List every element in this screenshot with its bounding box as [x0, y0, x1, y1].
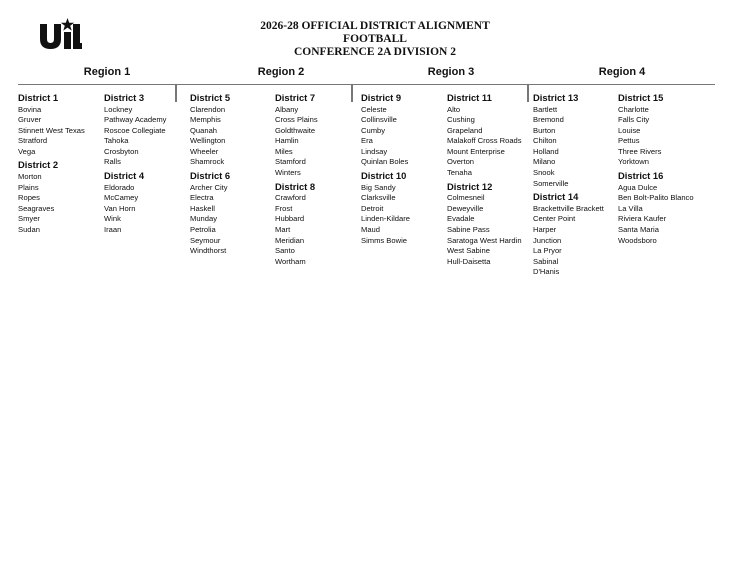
- school-name: Wortham: [275, 256, 306, 266]
- school-name: Quanah: [190, 125, 218, 135]
- school-name: Tenaha: [447, 168, 472, 178]
- school-name: Chilton: [533, 136, 557, 146]
- school-name: Era: [361, 136, 373, 146]
- school-name: Riviera Kaufer: [618, 214, 667, 224]
- region-divider: [351, 84, 353, 102]
- school-name: Winters: [275, 168, 301, 178]
- title-line-2: FOOTBALL: [343, 33, 407, 45]
- school-name: Bovina: [18, 104, 42, 114]
- school-name: Sabine Pass: [447, 224, 490, 234]
- school-name: Sudan: [18, 224, 40, 234]
- school-name: Tahoka: [104, 136, 129, 146]
- school-name: Agua Dulce: [618, 182, 658, 192]
- school-name: Simms Bowie: [361, 235, 407, 245]
- school-name: Three Rivers: [618, 146, 662, 156]
- school-name: Crosbyton: [104, 146, 139, 156]
- school-name: Maud: [361, 224, 380, 234]
- school-name: Saratoga West Hardin: [447, 235, 522, 245]
- school-name: Seymour: [190, 235, 221, 245]
- school-name: Frost: [275, 203, 293, 213]
- school-name: Haskell: [190, 203, 215, 213]
- school-name: Memphis: [190, 115, 221, 125]
- school-name: Ben Bolt-Palito Blanco: [618, 193, 694, 203]
- title-line-1: 2026-28 OFFICIAL DISTRICT ALIGNMENT: [260, 20, 490, 32]
- school-name: Cumby: [361, 125, 386, 135]
- school-name: Milano: [533, 157, 556, 167]
- column-1: [18, 90, 85, 236]
- region-3-header: Region 3: [427, 66, 475, 78]
- column-6: [447, 90, 522, 267]
- district-heading: District 12: [447, 180, 493, 192]
- school-name: Ralls: [104, 157, 121, 167]
- title-line-3: CONFERENCE 2A DIVISION 2: [294, 46, 456, 58]
- column-3: [190, 90, 230, 257]
- school-name: Celeste: [361, 104, 387, 114]
- column-7: [533, 90, 604, 278]
- school-name: Munday: [190, 214, 218, 224]
- school-name: Stinnett West Texas: [18, 125, 85, 135]
- district-heading: District 14: [533, 191, 579, 203]
- school-name: Grapeland: [447, 125, 483, 135]
- school-name: Quinlan Boles: [361, 157, 409, 167]
- school-name: Center Point: [533, 214, 576, 224]
- school-name: Louise: [618, 125, 641, 135]
- school-name: Eldorado: [104, 182, 135, 192]
- school-name: Crawford: [275, 193, 306, 203]
- district-heading: District 15: [618, 92, 664, 103]
- school-name: Lockney: [104, 104, 133, 114]
- school-name: Hamlin: [275, 136, 299, 146]
- school-name: Ropes: [18, 193, 40, 203]
- school-name: Lindsay: [361, 146, 388, 156]
- school-name: Smyer: [18, 214, 40, 224]
- region-headers: [20, 66, 716, 80]
- district-heading: District 6: [190, 170, 231, 182]
- school-name: Mart: [275, 224, 291, 234]
- school-name: Harper: [533, 224, 557, 234]
- district-heading: District 5: [190, 92, 231, 103]
- school-name: Roscoe Collegiate: [104, 125, 166, 135]
- school-name: Falls City: [618, 115, 650, 125]
- school-name: Yorktown: [618, 157, 649, 167]
- school-name: West Sabine: [447, 246, 490, 256]
- school-name: Iraan: [104, 224, 122, 234]
- school-name: Bartlett: [533, 104, 558, 114]
- school-name: Miles: [275, 146, 293, 156]
- district-heading: District 8: [275, 180, 316, 192]
- school-name: Wellington: [190, 136, 226, 146]
- school-name: Hull-Daisetta: [447, 256, 491, 266]
- school-name: Woodsboro: [618, 235, 657, 245]
- school-name: Vega: [18, 146, 36, 156]
- school-name: Burton: [533, 125, 556, 135]
- school-name: Stamford: [275, 157, 306, 167]
- school-name: Snook: [533, 168, 555, 178]
- school-name: Santo: [275, 246, 295, 256]
- school-name: Pettus: [618, 136, 640, 146]
- school-name: Meridian: [275, 235, 305, 245]
- school-name: Somerville: [533, 178, 569, 188]
- school-name: La Pryor: [533, 246, 562, 256]
- school-name: Archer City: [190, 182, 228, 192]
- region-2-header: Region 2: [257, 66, 305, 78]
- school-name: D'Hanis: [533, 267, 560, 277]
- region-divider: [175, 84, 177, 102]
- school-name: Bremond: [533, 115, 564, 125]
- school-name: Wheeler: [190, 146, 219, 156]
- school-name: Deweyville: [447, 203, 484, 213]
- school-name: Morton: [18, 171, 42, 181]
- school-name: Clarendon: [190, 104, 226, 114]
- school-name: Albany: [275, 104, 299, 114]
- school-name: Detroit: [361, 203, 384, 213]
- school-name: McCamey: [104, 193, 139, 203]
- district-heading: District 10: [361, 170, 407, 182]
- school-name: Van Horn: [104, 203, 136, 213]
- district-heading: District 3: [104, 92, 145, 103]
- school-name: Colmesneil: [447, 193, 485, 203]
- school-name: Alto: [447, 104, 461, 114]
- column-4: [275, 90, 318, 267]
- school-name: Mount Enterprise: [447, 146, 505, 156]
- school-name: Wink: [104, 214, 121, 224]
- school-name: Big Sandy: [361, 182, 396, 192]
- district-heading: District 7: [275, 92, 316, 103]
- district-heading: District 11: [447, 92, 492, 103]
- school-name: Electra: [190, 193, 214, 203]
- school-name: Plains: [18, 182, 39, 192]
- school-name: Goldthwaite: [275, 125, 316, 135]
- school-name: Holland: [533, 146, 559, 156]
- school-name: Malakoff Cross Roads: [447, 136, 522, 146]
- district-heading: District 2: [18, 159, 59, 171]
- school-name: La Villa: [618, 203, 643, 213]
- school-name: Gruver: [18, 115, 42, 125]
- region-1-header: Region 1: [83, 66, 131, 78]
- column-8: [618, 90, 694, 246]
- school-name: Seagraves: [18, 203, 55, 213]
- school-name: Sabinal: [533, 256, 559, 266]
- header-divider: [18, 84, 715, 85]
- school-name: Stratford: [18, 136, 48, 146]
- district-heading: District 9: [361, 92, 402, 103]
- school-name: Evadale: [447, 214, 475, 224]
- district-heading: District 13: [533, 92, 579, 103]
- district-heading: District 1: [18, 92, 59, 103]
- column-2: [104, 90, 166, 236]
- school-name: Cushing: [447, 115, 475, 125]
- school-name: Clarksville: [361, 193, 396, 203]
- school-name: Cross Plains: [275, 115, 318, 125]
- school-name: Brackettville Brackett: [533, 203, 604, 213]
- school-name: Linden-Kildare: [361, 214, 410, 224]
- document-title: [0, 20, 750, 59]
- school-name: Overton: [447, 157, 475, 167]
- column-5: [361, 90, 410, 246]
- school-name: Charlotte: [618, 104, 649, 114]
- school-name: Pathway Academy: [104, 115, 167, 125]
- school-name: Windthorst: [190, 246, 227, 256]
- school-name: Junction: [533, 235, 562, 245]
- school-name: Collinsville: [361, 115, 397, 125]
- region-4-header: Region 4: [598, 66, 646, 78]
- region-divider: [527, 84, 529, 102]
- district-heading: District 4: [104, 170, 145, 182]
- school-name: Hubbard: [275, 214, 305, 224]
- school-name: Santa Maria: [618, 224, 659, 234]
- school-name: Petrolia: [190, 224, 216, 234]
- district-heading: District 16: [618, 170, 664, 182]
- school-name: Shamrock: [190, 157, 225, 167]
